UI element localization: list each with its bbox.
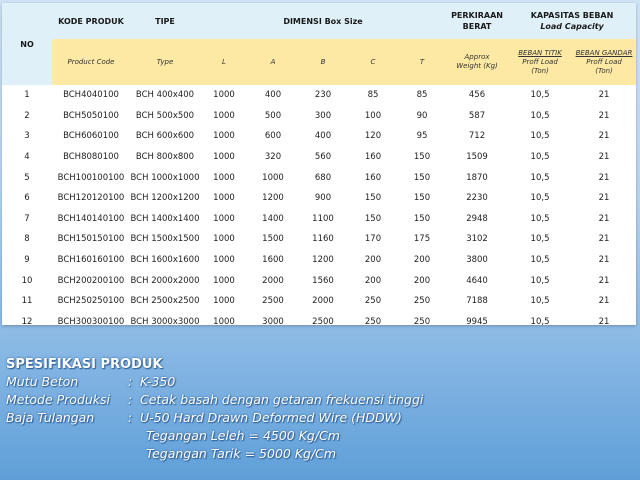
table-row (2, 291, 636, 312)
cell-B: 1160 (312, 234, 334, 245)
sub-double-load-header (572, 39, 636, 85)
cell-P: 10,5 (530, 110, 550, 121)
cell-T: 85 (416, 90, 428, 101)
cell-type: BCH 2500x2500 (130, 296, 200, 307)
cell-type: BCH 500x500 (135, 110, 195, 121)
cell-T: 200 (413, 275, 431, 286)
cell-code: BCH100100100 (57, 172, 125, 183)
cell-no: 8 (24, 234, 30, 245)
table-row (2, 85, 636, 106)
header-row-top (2, 3, 636, 39)
cell-W: 712 (468, 131, 486, 142)
col-no-header: NO (2, 3, 52, 85)
cell-P: 10,5 (530, 234, 550, 245)
cell-W: 7188 (466, 296, 488, 307)
cell-no: 11 (21, 296, 33, 307)
cell-P: 10,5 (530, 131, 550, 142)
cell-C: 150 (364, 213, 382, 224)
cell-G: 21 (598, 110, 610, 121)
cell-L: 1000 (213, 172, 235, 183)
cell-C: 160 (364, 172, 382, 183)
col-type-header: TIPE (130, 3, 200, 39)
cell-W: 3102 (466, 234, 488, 245)
cell-type: BCH 800x800 (135, 152, 195, 163)
col-dims-header: DIMENSI Box Size (200, 3, 446, 39)
sub-code-header: Product Code (52, 39, 130, 85)
header-row-sub (2, 39, 636, 85)
cell-B: 400 (314, 131, 332, 142)
cell-A: 2500 (262, 296, 284, 307)
spec-key: Mutu Beton (6, 374, 79, 389)
cell-no: 4 (24, 152, 30, 163)
cell-B: 900 (314, 193, 332, 204)
cell-C: 150 (364, 193, 382, 204)
spec-title: SPESIFIKASI PRODUK (6, 357, 163, 372)
cell-C: 170 (364, 234, 382, 245)
cell-type: BCH 400x400 (135, 90, 195, 101)
cell-W: 1870 (466, 172, 488, 183)
cell-type: BCH 1200x1200 (130, 193, 200, 204)
col-capacity-header (508, 3, 636, 39)
cell-no: 10 (21, 275, 33, 286)
cell-code: BCH5050100 (63, 110, 119, 121)
cell-no: 3 (24, 131, 30, 142)
cell-A: 500 (264, 110, 282, 121)
sub-T-header: T (398, 39, 446, 85)
cell-G: 21 (598, 172, 610, 183)
cell-no: 9 (24, 255, 30, 266)
cell-G: 21 (598, 193, 610, 204)
spec-key: Metode Produksi (6, 392, 111, 407)
spec-row (6, 409, 626, 427)
cell-B: 1200 (312, 255, 334, 266)
cell-C: 160 (364, 152, 382, 163)
table-row (2, 147, 636, 168)
cell-G: 21 (598, 152, 610, 163)
cell-W: 3800 (466, 255, 488, 266)
cell-B: 1100 (312, 213, 334, 224)
table-row (2, 270, 636, 291)
cell-type: BCH 1400x1400 (130, 213, 200, 224)
cell-T: 90 (416, 110, 428, 121)
double-load-sub: Proff Load (Ton) (586, 57, 622, 75)
cell-code: BCH4040100 (63, 90, 119, 101)
cell-type: BCH 1500x1500 (130, 234, 200, 245)
spec-row (6, 391, 626, 409)
cell-C: 200 (364, 255, 382, 266)
sub-point-load-header (508, 39, 572, 85)
cell-L: 1000 (213, 234, 235, 245)
sub-A-header: A (248, 39, 298, 85)
cell-no: 6 (24, 193, 30, 204)
cell-G: 21 (598, 296, 610, 307)
capacity-label-en: Load Capacity (540, 22, 604, 31)
cell-C: 250 (364, 316, 382, 327)
cell-B: 680 (314, 172, 332, 183)
sub-B-header: B (298, 39, 348, 85)
cell-P: 10,5 (530, 90, 550, 101)
cell-no: 7 (24, 213, 30, 224)
product-table-container (2, 3, 636, 325)
cell-P: 10,5 (530, 193, 550, 204)
cell-L: 1000 (213, 275, 235, 286)
table-row (2, 126, 636, 147)
spec-extra-line: Tegangan Tarik = 5000 Kg/Cm (146, 446, 337, 461)
spec-sep: : (128, 392, 133, 407)
cell-T: 175 (413, 234, 431, 245)
cell-P: 10,5 (530, 316, 550, 327)
spec-section (6, 357, 626, 463)
cell-L: 1000 (213, 110, 235, 121)
cell-L: 1000 (213, 90, 235, 101)
cell-G: 21 (598, 213, 610, 224)
cell-W: 1509 (466, 152, 488, 163)
col-code-header: KODE PRODUK (52, 3, 130, 39)
spec-row (6, 373, 626, 391)
table-row (2, 312, 636, 333)
table-row (2, 209, 636, 230)
cell-C: 250 (364, 296, 382, 307)
cell-B: 230 (314, 90, 332, 101)
cell-type: BCH 3000x3000 (130, 316, 200, 327)
cell-G: 21 (598, 90, 610, 101)
spec-value: U-50 Hard Drawn Deformed Wire (HDDW) (140, 410, 402, 425)
cell-C: 85 (367, 90, 379, 101)
spec-sep: : (128, 410, 133, 425)
double-load-label: BEBAN GANDAR (575, 48, 633, 57)
table-row (2, 250, 636, 271)
product-table (2, 3, 636, 332)
cell-code: BCH250250100 (57, 296, 125, 307)
table-row (2, 188, 636, 209)
cell-B: 300 (314, 110, 332, 121)
cell-code: BCH150150100 (57, 234, 125, 245)
cell-P: 10,5 (530, 296, 550, 307)
spec-value: K-350 (140, 374, 176, 389)
cell-G: 21 (598, 234, 610, 245)
cell-C: 100 (364, 110, 382, 121)
table-row (2, 229, 636, 250)
cell-A: 1600 (262, 255, 284, 266)
cell-A: 320 (264, 152, 282, 163)
cell-T: 250 (413, 296, 431, 307)
cell-no: 2 (24, 110, 30, 121)
cell-type: BCH 2000x2000 (130, 275, 200, 286)
cell-L: 1000 (213, 213, 235, 224)
cell-T: 200 (413, 255, 431, 266)
cell-G: 21 (598, 255, 610, 266)
cell-T: 250 (413, 316, 431, 327)
cell-A: 1400 (262, 213, 284, 224)
spec-value: Cetak basah dengan getaran frekuensi tinggi (140, 392, 424, 407)
cell-L: 1000 (213, 296, 235, 307)
cell-T: 95 (416, 131, 428, 142)
sub-type-header: Type (130, 39, 200, 85)
cell-G: 21 (598, 316, 610, 327)
cell-W: 456 (468, 90, 486, 101)
cell-type: BCH 1000x1000 (130, 172, 200, 183)
cell-P: 10,5 (530, 172, 550, 183)
cell-G: 21 (598, 275, 610, 286)
cell-code: BCH200200100 (57, 275, 125, 286)
cell-code: BCH300300100 (57, 316, 125, 327)
cell-B: 1560 (312, 275, 334, 286)
cell-P: 10,5 (530, 255, 550, 266)
point-load-label: BEBAN TITIK (518, 48, 562, 57)
spec-key: Baja Tulangan (6, 410, 95, 425)
cell-C: 120 (364, 131, 382, 142)
cell-P: 10,5 (530, 152, 550, 163)
cell-T: 150 (413, 193, 431, 204)
spec-extra-line: Tegangan Leleh = 4500 Kg/Cm (146, 428, 340, 443)
cell-G: 21 (598, 131, 610, 142)
cell-type: BCH 1600x1600 (130, 255, 200, 266)
cell-B: 560 (314, 152, 332, 163)
cell-no: 5 (24, 172, 30, 183)
table-row (2, 106, 636, 127)
cell-code: BCH6060100 (63, 131, 119, 142)
cell-A: 3000 (262, 316, 284, 327)
cell-code: BCH120120100 (57, 193, 125, 204)
cell-no: 1 (24, 90, 30, 101)
table-row (2, 167, 636, 188)
sub-weight-header: Approx Weight (Kg) (446, 39, 508, 85)
sub-C-header: C (348, 39, 398, 85)
cell-C: 200 (364, 275, 382, 286)
cell-A: 1200 (262, 193, 284, 204)
product-table-body (2, 85, 636, 332)
cell-B: 2500 (312, 316, 334, 327)
cell-L: 1000 (213, 152, 235, 163)
capacity-label: KAPASITAS BEBAN (530, 11, 614, 20)
sub-L-header: L (200, 39, 248, 85)
col-weight-header: PERKIRAAN BERAT (446, 3, 508, 39)
cell-A: 2000 (262, 275, 284, 286)
cell-W: 2230 (466, 193, 488, 204)
cell-code: BCH8080100 (63, 152, 119, 163)
cell-L: 1000 (213, 316, 235, 327)
cell-L: 1000 (213, 255, 235, 266)
cell-W: 9945 (466, 316, 488, 327)
spec-sep: : (128, 374, 133, 389)
cell-T: 150 (413, 172, 431, 183)
cell-B: 2000 (312, 296, 334, 307)
cell-code: BCH160160100 (57, 255, 125, 266)
cell-no: 12 (21, 316, 33, 327)
cell-W: 2948 (466, 213, 488, 224)
cell-P: 10,5 (530, 213, 550, 224)
cell-A: 600 (264, 131, 282, 142)
cell-T: 150 (413, 213, 431, 224)
cell-W: 587 (468, 110, 486, 121)
cell-L: 1000 (213, 131, 235, 142)
cell-code: BCH140140100 (57, 213, 125, 224)
cell-type: BCH 600x600 (135, 131, 195, 142)
cell-A: 1000 (262, 172, 284, 183)
cell-A: 400 (264, 90, 282, 101)
point-load-sub: Proff Load (Ton) (522, 57, 558, 75)
cell-T: 150 (413, 152, 431, 163)
cell-L: 1000 (213, 193, 235, 204)
cell-P: 10,5 (530, 275, 550, 286)
cell-A: 1500 (262, 234, 284, 245)
cell-W: 4640 (466, 275, 488, 286)
